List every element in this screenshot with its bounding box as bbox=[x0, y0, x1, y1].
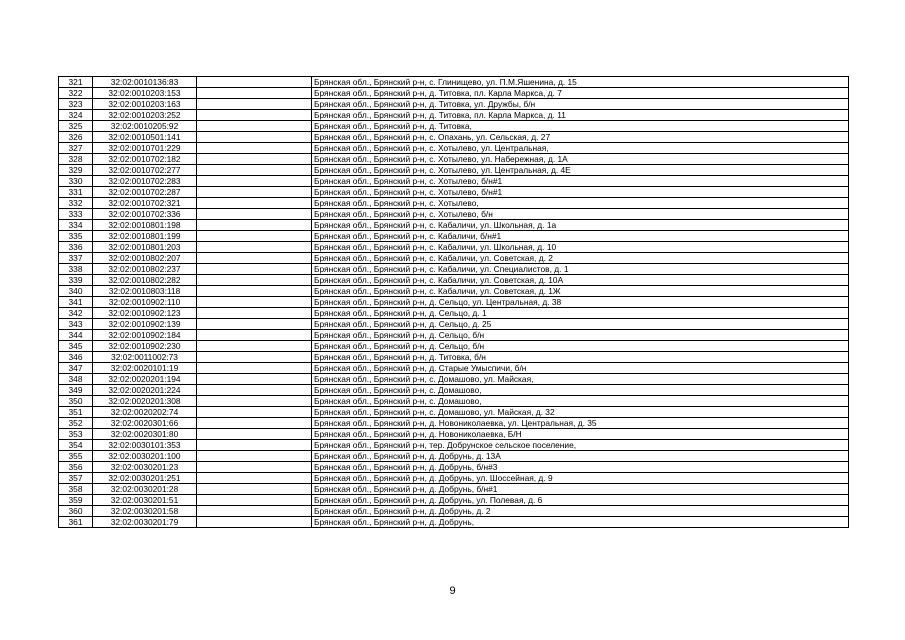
cadastral-number-cell: 32:02:0010802:237 bbox=[93, 264, 197, 275]
row-number-cell: 350 bbox=[59, 396, 93, 407]
cadastral-number-cell: 32:02:0030101:353 bbox=[93, 440, 197, 451]
cadastral-number-cell: 32:02:0010702:287 bbox=[93, 187, 197, 198]
row-number-cell: 340 bbox=[59, 286, 93, 297]
table-row bbox=[59, 143, 849, 154]
cadastral-number-cell: 32:02:0020201:308 bbox=[93, 396, 197, 407]
empty-cell bbox=[197, 495, 312, 506]
cadastral-number-cell: 32:02:0010801:198 bbox=[93, 220, 197, 231]
row-number-cell: 339 bbox=[59, 275, 93, 286]
address-cell: Брянская обл., Брянский р-н, с. Хотылево, б/н bbox=[312, 209, 849, 220]
address-cell: Брянская обл., Брянский р-н, д. Новониколаевка, Б/Н bbox=[312, 429, 849, 440]
address-cell: Брянская обл., Брянский р-н, д. Титовка, ул. Дружбы, б/н bbox=[312, 99, 849, 110]
address-cell: Брянская обл., Брянский р-н, с. Хотылево, ул. Центральная, bbox=[312, 143, 849, 154]
address-cell: Брянская обл., Брянский р-н, с. Хотылево, б/н#1 bbox=[312, 187, 849, 198]
address-cell: Брянская обл., Брянский р-н, д. Добрунь, ул. Полевая, д. 6 bbox=[312, 495, 849, 506]
row-number-cell: 353 bbox=[59, 429, 93, 440]
address-cell: Брянская обл., Брянский р-н, д. Добрунь, д. 2 bbox=[312, 506, 849, 517]
table-row bbox=[59, 99, 849, 110]
table-row bbox=[59, 363, 849, 374]
address-cell: Брянская обл., Брянский р-н, с. Домашово, bbox=[312, 385, 849, 396]
table-row bbox=[59, 253, 849, 264]
row-number-cell: 335 bbox=[59, 231, 93, 242]
cadastral-number-cell: 32:02:0030201:79 bbox=[93, 517, 197, 528]
row-number-cell: 331 bbox=[59, 187, 93, 198]
row-number-cell: 358 bbox=[59, 484, 93, 495]
cadastral-number-cell: 32:02:0020301:80 bbox=[93, 429, 197, 440]
empty-cell bbox=[197, 341, 312, 352]
table-row bbox=[59, 517, 849, 528]
empty-cell bbox=[197, 275, 312, 286]
empty-cell bbox=[197, 77, 312, 88]
table-row bbox=[59, 165, 849, 176]
table-row bbox=[59, 330, 849, 341]
table-row bbox=[59, 418, 849, 429]
table-row bbox=[59, 352, 849, 363]
address-cell: Брянская обл., Брянский р-н, с. Кабаличи, ул. Советская, д. 2 bbox=[312, 253, 849, 264]
row-number-cell: 356 bbox=[59, 462, 93, 473]
empty-cell bbox=[197, 286, 312, 297]
empty-cell bbox=[197, 209, 312, 220]
address-cell: Брянская обл., Брянский р-н, д. Сельцо, д. 25 bbox=[312, 319, 849, 330]
empty-cell bbox=[197, 330, 312, 341]
row-number-cell: 333 bbox=[59, 209, 93, 220]
row-number-cell: 326 bbox=[59, 132, 93, 143]
empty-cell bbox=[197, 198, 312, 209]
address-cell: Брянская обл., Брянский р-н, д. Сельцо, б/н bbox=[312, 341, 849, 352]
empty-cell bbox=[197, 363, 312, 374]
table-row bbox=[59, 121, 849, 132]
table-row bbox=[59, 110, 849, 121]
cadastral-number-cell: 32:02:0010902:139 bbox=[93, 319, 197, 330]
table-row bbox=[59, 308, 849, 319]
address-cell: Брянская обл., Брянский р-н, д. Добрунь, б/н#3 bbox=[312, 462, 849, 473]
cadastral-number-cell: 32:02:0010203:252 bbox=[93, 110, 197, 121]
address-cell: Брянская обл., Брянский р-н, с. Кабаличи, б/н#1 bbox=[312, 231, 849, 242]
row-number-cell: 360 bbox=[59, 506, 93, 517]
address-cell: Брянская обл., Брянский р-н, с. Кабаличи, ул. Школьная, д. 1а bbox=[312, 220, 849, 231]
row-number-cell: 327 bbox=[59, 143, 93, 154]
table-row bbox=[59, 176, 849, 187]
cadastral-number-cell: 32:02:0010203:153 bbox=[93, 88, 197, 99]
empty-cell bbox=[197, 297, 312, 308]
cadastral-number-cell: 32:02:0020202:74 bbox=[93, 407, 197, 418]
cadastral-number-cell: 32:02:0010902:184 bbox=[93, 330, 197, 341]
row-number-cell: 330 bbox=[59, 176, 93, 187]
cadastral-number-cell: 32:02:0020201:194 bbox=[93, 374, 197, 385]
address-cell: Брянская обл., Брянский р-н, с. Опахань, ул. Сельская, д. 27 bbox=[312, 132, 849, 143]
table-row bbox=[59, 231, 849, 242]
table-row bbox=[59, 187, 849, 198]
row-number-cell: 355 bbox=[59, 451, 93, 462]
empty-cell bbox=[197, 407, 312, 418]
row-number-cell: 357 bbox=[59, 473, 93, 484]
table-row bbox=[59, 396, 849, 407]
cadastral-number-cell: 32:02:0010702:182 bbox=[93, 154, 197, 165]
empty-cell bbox=[197, 308, 312, 319]
cadastral-number-cell: 32:02:0010203:163 bbox=[93, 99, 197, 110]
empty-cell bbox=[197, 121, 312, 132]
registry-table-body bbox=[59, 77, 849, 528]
table-row bbox=[59, 462, 849, 473]
table-row bbox=[59, 506, 849, 517]
row-number-cell: 343 bbox=[59, 319, 93, 330]
cadastral-number-cell: 32:02:0011002:73 bbox=[93, 352, 197, 363]
cadastral-number-cell: 32:02:0010802:282 bbox=[93, 275, 197, 286]
address-cell: Брянская обл., Брянский р-н, д. Сельцо, ул. Центральная, д. 38 bbox=[312, 297, 849, 308]
row-number-cell: 328 bbox=[59, 154, 93, 165]
cadastral-number-cell: 32:02:0030201:23 bbox=[93, 462, 197, 473]
table-row bbox=[59, 385, 849, 396]
row-number-cell: 354 bbox=[59, 440, 93, 451]
cadastral-number-cell: 32:02:0010902:110 bbox=[93, 297, 197, 308]
address-cell: Брянская обл., Брянский р-н, д. Сельцо, б/н bbox=[312, 330, 849, 341]
address-cell: Брянская обл., Брянский р-н, д. Добрунь, б/н#1 bbox=[312, 484, 849, 495]
row-number-cell: 346 bbox=[59, 352, 93, 363]
cadastral-number-cell: 32:02:0020201:224 bbox=[93, 385, 197, 396]
address-cell: Брянская обл., Брянский р-н, д. Сельцо, д. 1 bbox=[312, 308, 849, 319]
address-cell: Брянская обл., Брянский р-н, д. Новониколаевка, ул. Центральная, д. 35 bbox=[312, 418, 849, 429]
address-cell: Брянская обл., Брянский р-н, д. Добрунь, д. 13А bbox=[312, 451, 849, 462]
empty-cell bbox=[197, 165, 312, 176]
empty-cell bbox=[197, 517, 312, 528]
cadastral-number-cell: 32:02:0010801:199 bbox=[93, 231, 197, 242]
cadastral-number-cell: 32:02:0020101:19 bbox=[93, 363, 197, 374]
table-row bbox=[59, 319, 849, 330]
empty-cell bbox=[197, 110, 312, 121]
empty-cell bbox=[197, 220, 312, 231]
empty-cell bbox=[197, 319, 312, 330]
cadastral-number-cell: 32:02:0010702:336 bbox=[93, 209, 197, 220]
address-cell: Брянская обл., Брянский р-н, с. Хотылево, ул. Набережная, д. 1А bbox=[312, 154, 849, 165]
address-cell: Брянская обл., Брянский р-н, с. Хотылево, б/н#1 bbox=[312, 176, 849, 187]
empty-cell bbox=[197, 154, 312, 165]
row-number-cell: 332 bbox=[59, 198, 93, 209]
cadastral-number-cell: 32:02:0010501:141 bbox=[93, 132, 197, 143]
address-cell: Брянская обл., Брянский р-н, с. Кабаличи, ул. Советская, д. 1Ж bbox=[312, 286, 849, 297]
address-cell: Брянская обл., Брянский р-н, д. Титовка, б/н bbox=[312, 352, 849, 363]
empty-cell bbox=[197, 473, 312, 484]
table-row bbox=[59, 440, 849, 451]
empty-cell bbox=[197, 418, 312, 429]
empty-cell bbox=[197, 385, 312, 396]
table-row bbox=[59, 154, 849, 165]
table-row bbox=[59, 473, 849, 484]
empty-cell bbox=[197, 143, 312, 154]
table-row bbox=[59, 264, 849, 275]
row-number-cell: 322 bbox=[59, 88, 93, 99]
row-number-cell: 329 bbox=[59, 165, 93, 176]
table-row bbox=[59, 374, 849, 385]
address-cell: Брянская обл., Брянский р-н, с. Домашово, bbox=[312, 396, 849, 407]
empty-cell bbox=[197, 88, 312, 99]
empty-cell bbox=[197, 132, 312, 143]
address-cell: Брянская обл., Брянский р-н, с. Хотылево, bbox=[312, 198, 849, 209]
address-cell: Брянская обл., Брянский р-н, тер. Добрунское сельское поселение, bbox=[312, 440, 849, 451]
row-number-cell: 336 bbox=[59, 242, 93, 253]
table-row bbox=[59, 495, 849, 506]
empty-cell bbox=[197, 99, 312, 110]
table-row bbox=[59, 484, 849, 495]
table-row bbox=[59, 132, 849, 143]
table-row bbox=[59, 407, 849, 418]
address-cell: Брянская обл., Брянский р-н, д. Титовка, bbox=[312, 121, 849, 132]
cadastral-number-cell: 32:02:0030201:251 bbox=[93, 473, 197, 484]
empty-cell bbox=[197, 484, 312, 495]
row-number-cell: 337 bbox=[59, 253, 93, 264]
table-row bbox=[59, 77, 849, 88]
table-row bbox=[59, 429, 849, 440]
table-row bbox=[59, 341, 849, 352]
cadastral-number-cell: 32:02:0010205:92 bbox=[93, 121, 197, 132]
row-number-cell: 324 bbox=[59, 110, 93, 121]
empty-cell bbox=[197, 176, 312, 187]
empty-cell bbox=[197, 231, 312, 242]
address-cell: Брянская обл., Брянский р-н, д. Титовка, пл. Карла Маркса, д. 7 bbox=[312, 88, 849, 99]
address-cell: Брянская обл., Брянский р-н, с. Кабаличи, ул. Советская, д. 10А bbox=[312, 275, 849, 286]
row-number-cell: 321 bbox=[59, 77, 93, 88]
empty-cell bbox=[197, 506, 312, 517]
row-number-cell: 359 bbox=[59, 495, 93, 506]
page-number: 9 bbox=[449, 585, 456, 597]
cadastral-number-cell: 32:02:0010702:283 bbox=[93, 176, 197, 187]
row-number-cell: 348 bbox=[59, 374, 93, 385]
row-number-cell: 352 bbox=[59, 418, 93, 429]
empty-cell bbox=[197, 242, 312, 253]
empty-cell bbox=[197, 396, 312, 407]
empty-cell bbox=[197, 374, 312, 385]
table-row bbox=[59, 275, 849, 286]
address-cell: Брянская обл., Брянский р-н, с. Хотылево, ул. Центральная, д. 4Е bbox=[312, 165, 849, 176]
empty-cell bbox=[197, 187, 312, 198]
row-number-cell: 323 bbox=[59, 99, 93, 110]
row-number-cell: 325 bbox=[59, 121, 93, 132]
cadastral-number-cell: 32:02:0010803:118 bbox=[93, 286, 197, 297]
row-number-cell: 338 bbox=[59, 264, 93, 275]
table-row bbox=[59, 220, 849, 231]
row-number-cell: 345 bbox=[59, 341, 93, 352]
row-number-cell: 334 bbox=[59, 220, 93, 231]
empty-cell bbox=[197, 429, 312, 440]
cadastral-number-cell: 32:02:0030201:100 bbox=[93, 451, 197, 462]
table-row bbox=[59, 286, 849, 297]
empty-cell bbox=[197, 462, 312, 473]
cadastral-number-cell: 32:02:0030201:58 bbox=[93, 506, 197, 517]
registry-table bbox=[58, 76, 849, 528]
empty-cell bbox=[197, 264, 312, 275]
row-number-cell: 344 bbox=[59, 330, 93, 341]
empty-cell bbox=[197, 352, 312, 363]
cadastral-number-cell: 32:02:0010802:207 bbox=[93, 253, 197, 264]
table-row bbox=[59, 209, 849, 220]
address-cell: Брянская обл., Брянский р-н, с. Кабаличи, ул. Специалистов, д. 1 bbox=[312, 264, 849, 275]
row-number-cell: 351 bbox=[59, 407, 93, 418]
cadastral-number-cell: 32:02:0010801:203 bbox=[93, 242, 197, 253]
cadastral-number-cell: 32:02:0010902:230 bbox=[93, 341, 197, 352]
row-number-cell: 342 bbox=[59, 308, 93, 319]
address-cell: Брянская обл., Брянский р-н, д. Старые Умыспичи, б/н bbox=[312, 363, 849, 374]
row-number-cell: 347 bbox=[59, 363, 93, 374]
cadastral-number-cell: 32:02:0010702:277 bbox=[93, 165, 197, 176]
table-row bbox=[59, 88, 849, 99]
address-cell: Брянская обл., Брянский р-н, с. Глинищево, ул. П.М.Яшенина, д. 15 bbox=[312, 77, 849, 88]
row-number-cell: 349 bbox=[59, 385, 93, 396]
cadastral-number-cell: 32:02:0030201:51 bbox=[93, 495, 197, 506]
address-cell: Брянская обл., Брянский р-н, с. Кабаличи, ул. Школьная, д. 10 bbox=[312, 242, 849, 253]
cadastral-number-cell: 32:02:0030201:28 bbox=[93, 484, 197, 495]
address-cell: Брянская обл., Брянский р-н, с. Домашово, ул. Майская, bbox=[312, 374, 849, 385]
empty-cell bbox=[197, 253, 312, 264]
address-cell: Брянская обл., Брянский р-н, д. Добрунь, ул. Шоссейная, д. 9 bbox=[312, 473, 849, 484]
empty-cell bbox=[197, 451, 312, 462]
cadastral-number-cell: 32:02:0020301:66 bbox=[93, 418, 197, 429]
cadastral-number-cell: 32:02:0010701:229 bbox=[93, 143, 197, 154]
address-cell: Брянская обл., Брянский р-н, д. Титовка, пл. Карла Маркса, д. 11 bbox=[312, 110, 849, 121]
cadastral-number-cell: 32:02:0010136:83 bbox=[93, 77, 197, 88]
address-cell: Брянская обл., Брянский р-н, с. Домашово, ул. Майская, д. 32 bbox=[312, 407, 849, 418]
table-row bbox=[59, 297, 849, 308]
empty-cell bbox=[197, 440, 312, 451]
table-row bbox=[59, 242, 849, 253]
cadastral-number-cell: 32:02:0010902:123 bbox=[93, 308, 197, 319]
row-number-cell: 341 bbox=[59, 297, 93, 308]
cadastral-number-cell: 32:02:0010702:321 bbox=[93, 198, 197, 209]
table-row bbox=[59, 198, 849, 209]
row-number-cell: 361 bbox=[59, 517, 93, 528]
address-cell: Брянская обл., Брянский р-н, д. Добрунь, bbox=[312, 517, 849, 528]
table-row bbox=[59, 451, 849, 462]
